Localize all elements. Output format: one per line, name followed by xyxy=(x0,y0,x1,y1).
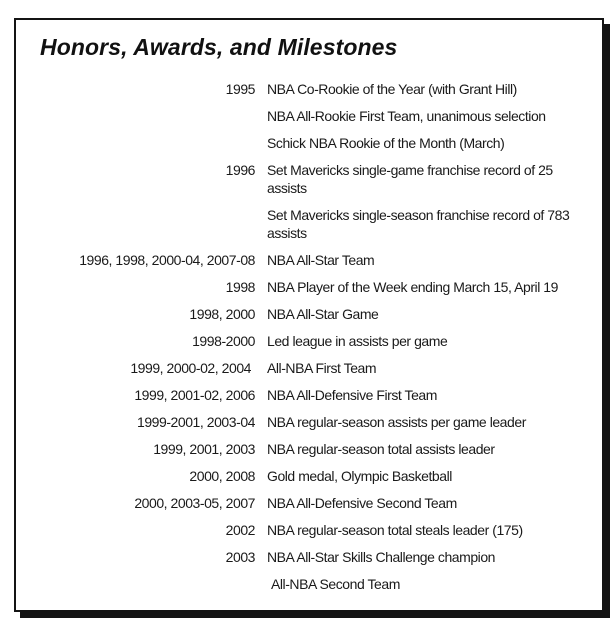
honor-description: All-NBA First Team xyxy=(267,360,377,376)
honor-years: 1996, 1998, 2000-04, 2007-08 xyxy=(79,252,255,268)
honor-row xyxy=(16,305,602,323)
honor-row xyxy=(16,107,602,125)
honor-description: NBA regular-season total assists leader xyxy=(267,441,495,457)
honor-years: 1998-2000 xyxy=(192,333,255,349)
honors-list xyxy=(16,80,602,602)
honors-panel xyxy=(14,18,604,612)
honor-description: NBA All-Defensive First Team xyxy=(267,387,437,403)
honor-row xyxy=(16,521,602,539)
honor-years xyxy=(16,107,255,125)
honor-row xyxy=(16,134,602,152)
honor-row xyxy=(16,80,602,98)
honor-years xyxy=(16,206,255,242)
honor-description: Schick NBA Rookie of the Month (March) xyxy=(267,135,505,151)
honor-description: All-NBA Second Team xyxy=(271,576,400,592)
honor-row xyxy=(16,413,602,431)
honor-years xyxy=(16,134,255,152)
honor-row xyxy=(16,332,602,350)
honor-years: 1998 xyxy=(225,279,255,295)
honor-description: Set Mavericks single-game franchise record of 25 assists xyxy=(267,162,553,196)
honor-description: NBA All-Star Skills Challenge champion xyxy=(267,549,496,565)
honor-description: NBA All-Defensive Second Team xyxy=(267,495,457,511)
honor-years: 1999, 2000-02, 2004 xyxy=(130,360,251,376)
honor-description: Gold medal, Olympic Basketball xyxy=(267,468,452,484)
honor-years xyxy=(16,575,255,593)
honor-years: 1999-2001, 2003-04 xyxy=(136,414,255,430)
honor-row xyxy=(16,161,602,197)
honor-years: 2000, 2003-05, 2007 xyxy=(134,495,255,511)
honor-description: NBA regular-season assists per game leader xyxy=(267,414,526,430)
honor-years: 1996 xyxy=(225,162,255,178)
honor-row xyxy=(16,467,602,485)
honor-description: NBA Player of the Week ending March 15, April 19 xyxy=(267,279,558,295)
honor-years: 1999, 2001, 2003 xyxy=(153,441,255,457)
honor-row xyxy=(16,359,602,377)
honor-years: 1995 xyxy=(225,81,255,97)
honor-years: 2000, 2008 xyxy=(189,468,255,484)
honor-description: NBA All-Star Team xyxy=(267,252,375,268)
honor-row xyxy=(16,440,602,458)
honor-row xyxy=(16,251,602,269)
honor-row xyxy=(16,386,602,404)
honor-description: NBA Co-Rookie of the Year (with Grant Hill) xyxy=(267,81,517,97)
honor-years: 2003 xyxy=(225,549,255,565)
honor-years: 1999, 2001-02, 2006 xyxy=(134,387,255,403)
honor-row xyxy=(16,575,602,593)
honor-row xyxy=(16,548,602,566)
honor-description: Led league in assists per game xyxy=(267,333,448,349)
honor-description: NBA All-Rookie First Team, unanimous selection xyxy=(267,108,546,124)
honor-row xyxy=(16,494,602,512)
honor-row xyxy=(16,206,602,242)
honor-years: 1998, 2000 xyxy=(189,306,255,322)
honor-row xyxy=(16,278,602,296)
honor-description: NBA regular-season total steals leader (175) xyxy=(267,522,523,538)
honor-description: Set Mavericks single-season franchise record of 783 assists xyxy=(267,207,570,241)
honor-description: NBA All-Star Game xyxy=(267,306,379,322)
panel-title: Honors, Awards, and Milestones xyxy=(40,34,398,60)
honor-years: 2002 xyxy=(225,522,255,538)
